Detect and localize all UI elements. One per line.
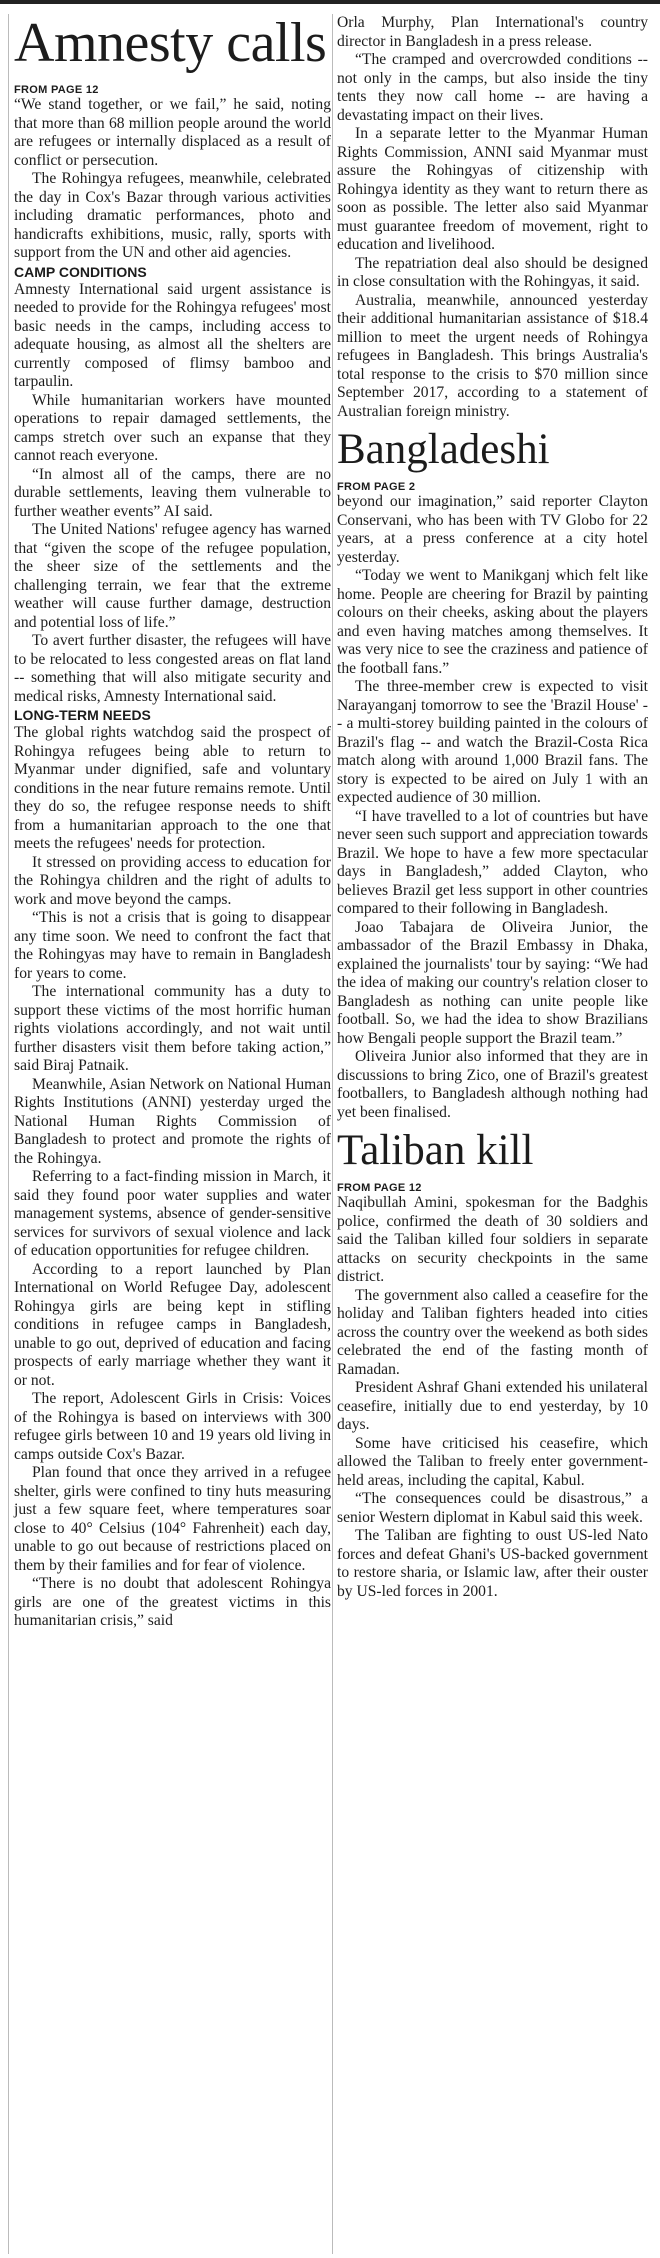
amnesty-continuation	[337, 14, 648, 421]
paragraph: The global rights watchdog said the prospect of Rohingya refugees being able to return to Myanmar under dignified, safe and voluntary conditions in the near future remains remote. Until they do so, the refugee response needs to shift from a humanitarian approach to the one that meets the refugees' needs for protection.	[14, 724, 331, 852]
paragraph: It stressed on providing access to education for the Rohingya children and the right of adults to work and move beyond the camps.	[14, 853, 331, 908]
paragraph: To avert further disaster, the refugees will have to be relocated to less congested areas on flat land -- something that will also mitigate security and medical risks, Amnesty International said.	[14, 632, 331, 705]
amnesty-jump-line: FROM PAGE 12	[14, 84, 99, 96]
camp-conditions-subhead: CAMP CONDITIONS	[14, 263, 147, 280]
taliban-headline: Taliban kill	[337, 1127, 534, 1174]
paragraph: The repatriation deal also should be designed in close consultation with the Rohingyas, it said.	[337, 254, 648, 290]
paragraph: The three-member crew is expected to visit Narayanganj tomorrow to see the 'Brazil House' -- a multi-storey building painted in the colours of Brazil's flag -- and watch the Brazil-Costa Rica match along with around 1,000 Brazil fans. The story is expected to be aired on July 1 with an expected audience of 30 million.	[337, 678, 648, 806]
paragraph: According to a report launched by Plan International on World Refugee Day, adolescent Rohingya girls are being kept in stifling conditions in refugee camps in Bangladesh, unable to go out, deprived of education and facing prospects of early marriage whether they want it or not.	[14, 1260, 331, 1389]
paragraph: In a separate letter to the Myanmar Human Rights Commission, ANNI said Myanmar must assure the Rohingyas of citizenship with Rohingya identity as they want to return there as soon as possible. The letter also said Myanmar must guarantee freedom of movement, right to education and livelihood.	[337, 125, 648, 253]
paragraph: “In almost all of the camps, there are no durable settlements, leaving them vulnerable to further weather events” AI said.	[14, 465, 331, 520]
paragraph: The international community has a duty to support these victims of the most horrific human rights violations accordingly, and not wait until further disasters visit them before taking action,” said Biraj Patnaik.	[14, 983, 331, 1074]
paragraph: The report, Adolescent Girls in Crisis: Voices of the Rohingya is based on interviews with 300 refugee girls between 10 and 19 years old living in camps outside Cox's Bazar.	[14, 1390, 331, 1463]
paragraph: Plan found that once they arrived in a refugee shelter, girls were confined to tiny huts measuring just a few square feet, where temperatures soar close to 40° Celsius (104° Fahrenheit) each day, unable to go out because of restrictions placed on them by their families and for fear of violence.	[14, 1464, 331, 1574]
paragraph: Naqibullah Amini, spokesman for the Badghis police, confirmed the death of 30 soldiers and said the Taliban killed four soldiers in separate attacks on security checkpoints in the same district.	[337, 1194, 648, 1285]
paragraph: The government also called a ceasefire for the holiday and Taliban fighters headed into cities across the country over the weekend as both sides celebrated the end of the fasting month of Ramadan.	[337, 1286, 648, 1378]
column-divider	[332, 14, 333, 2254]
paragraph: The Taliban are fighting to oust US-led Nato forces and defeat Ghani's US-backed government to restore sharia, or Islamic law, after their ouster by US-led forces in 2001.	[337, 1527, 648, 1600]
paragraph: Meanwhile, Asian Network on National Human Rights Institutions (ANNI) yesterday urged the National Human Rights Commission of Bangladesh to protect and promote the rights of the Rohingya.	[14, 1075, 331, 1167]
paragraph: beyond our imagination,” said reporter Clayton Conservani, who has been with TV Globo for 22 years, at a press conference at a city hotel yesterday.	[337, 493, 648, 566]
paragraph: Oliveira Junior also informed that they are in discussions to bring Zico, one of Brazil's greatest footballers, to Bangladesh although nothing had yet been finalised.	[337, 1048, 648, 1121]
long-term-needs-subhead: LONG-TERM NEEDS	[14, 707, 151, 723]
amnesty-block-1	[14, 96, 331, 263]
amnesty-block-3	[14, 724, 331, 1631]
paragraph: Some have criticised his ceasefire, which allowed the Taliban to freely enter government-held areas, including the capital, Kabul.	[337, 1434, 648, 1489]
taliban-article	[337, 1194, 648, 1601]
paragraph: Australia, meanwhile, announced yesterday their additional humanitarian assistance of $18.4 million to meet the urgent needs of Rohingya refugees in Bangladesh. This brings Australia's total response to the crisis to $70 million since September 2017, according to a statement of Australian foreign ministry.	[337, 291, 648, 420]
bangladeshi-headline: Bangladeshi	[337, 426, 550, 473]
paragraph: “The cramped and overcrowded conditions -- not only in the camps, but also inside the tiny tents they now call home -- are having a devastating impact on their lives.	[337, 51, 648, 124]
paragraph: “I have travelled to a lot of countries but have never seen such support and appreciation towards Brazil. We hope to have a few more spectacular days in Bangladesh,” added Clayton, who believes Brazil get less support in other countries compared to their following in Bangladesh.	[337, 807, 648, 917]
paragraph: Joao Tabajara de Oliveira Junior, the ambassador of the Brazil Embassy in Dhaka, explained the journalists' tour by saying: “We had the idea of making our country's relation closer to Bangladesh as nothing can unite people like football. So, we had the idea to show Brazilians how Bengali people support the Brazil team.”	[337, 918, 648, 1047]
bangladeshi-jump-line: FROM PAGE 2	[337, 481, 416, 493]
left-column	[14, 14, 331, 1631]
amnesty-block-2	[14, 281, 331, 707]
paragraph: Orla Murphy, Plan International's country director in Bangladesh in a press release.	[337, 14, 648, 50]
paragraph: Referring to a fact-finding mission in March, it said they found poor water supplies and water management systems, absence of gender-sensitive services for survivors of sexual violence and lack of education opportunities for refugee children.	[14, 1168, 331, 1259]
paragraph: President Ashraf Ghani extended his unilateral ceasefire, initially due to end yesterday, by 10 days.	[337, 1379, 648, 1433]
left-column-rule	[8, 14, 9, 2254]
paragraph: “This is not a crisis that is going to disappear any time soon. We need to confront the fact that the Rohingyas may have to remain in Bangladesh for years to come.	[14, 909, 331, 982]
paragraph: The Rohingya refugees, meanwhile, celebrated the day in Cox's Bazar through various activities including dramatic performances, photo and handicrafts exhibitions, music, rally, sports with support from the UN and other aid agencies.	[14, 170, 331, 261]
paragraph: “We stand together, or we fail,” he said, noting that more than 68 million people around the world are refugees or internally displaced as a result of conflict or persecution.	[14, 96, 331, 169]
paragraph: While humanitarian workers have mounted operations to repair damaged settlements, the camps stretch over such an expanse that they cannot reach everyone.	[14, 391, 331, 464]
paragraph: The United Nations' refugee agency has warned that “given the scope of the refugee population, the sheer size of the settlements and the challenging terrain, we fear that the extreme weather will cause further damage, destruction and potential loss of life.”	[14, 521, 331, 631]
top-rule	[0, 0, 660, 4]
amnesty-headline: Amnesty calls	[14, 12, 327, 74]
paragraph: Amnesty International said urgent assistance is needed to provide for the Rohingya refugees' most basic needs in the camps, including access to adequate housing, as almost all the shelters are currently composed of flimsy bamboo and tarpaulin.	[14, 280, 331, 390]
paragraph: “The consequences could be disastrous,” a senior Western diplomat in Kabul said this week.	[337, 1490, 648, 1526]
bangladeshi-article	[337, 493, 648, 1122]
paragraph: “Today we went to Manikganj which felt like home. People are cheering for Brazil by painting colours on their cheeks, asking about the players and even having matches among themselves. It was very nice to see the craziness and patience of the football fans.”	[337, 567, 648, 677]
paragraph: “There is no doubt that adolescent Rohingya girls are one of the greatest victims in this humanitarian crisis,” said	[14, 1575, 331, 1629]
right-column	[337, 14, 648, 1601]
taliban-jump-line: FROM PAGE 12	[337, 1182, 422, 1194]
